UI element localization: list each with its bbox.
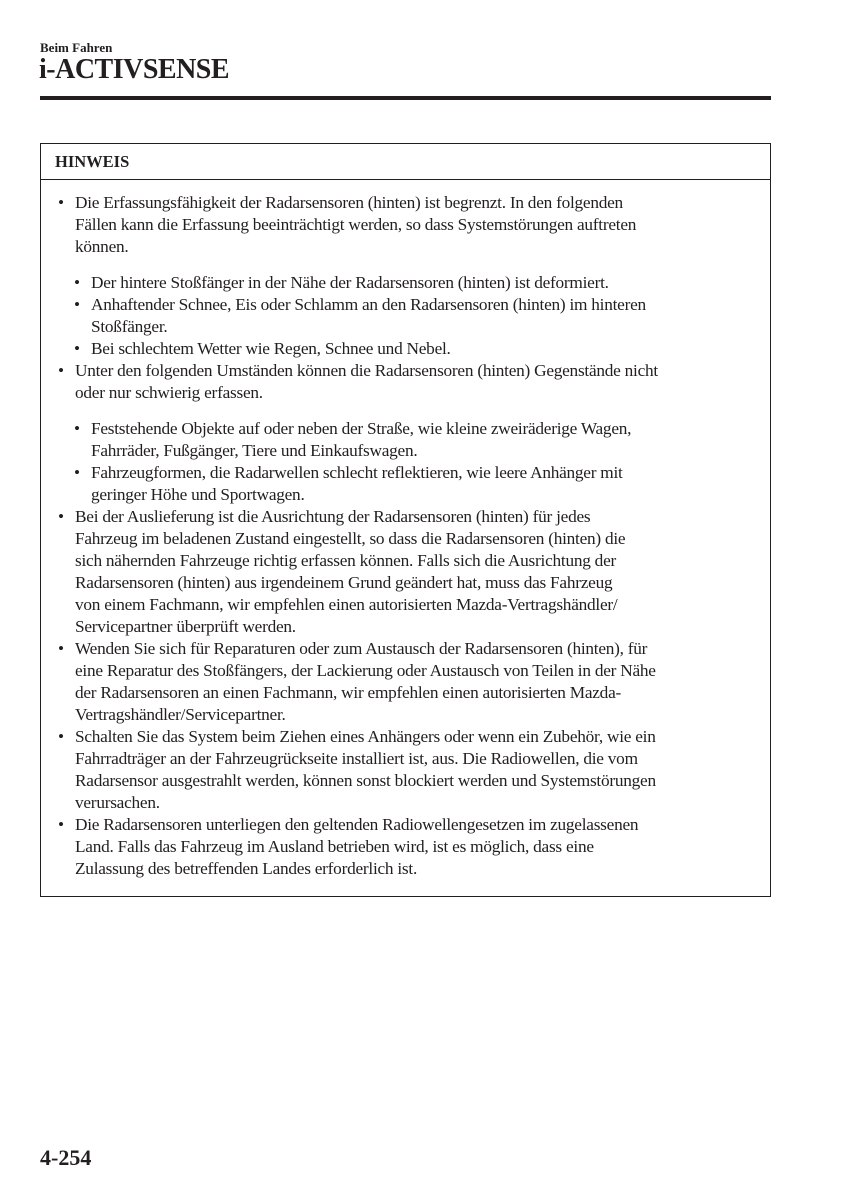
bullet-icon: • xyxy=(58,815,64,834)
sub-list-item xyxy=(41,294,770,338)
text-line: Vertragshändler/Servicepartner. xyxy=(75,705,286,724)
bullet-icon: • xyxy=(58,727,64,746)
text-line: der Radarsensoren an einen Fachmann, wir empfehlen einen autorisierten Mazda- xyxy=(75,683,622,702)
text-line: können. xyxy=(75,237,129,256)
text-line: Der hintere Stoßfänger in der Nähe der Radarsensoren (hinten) ist deformiert. xyxy=(91,273,609,292)
text-line: Bei der Auslieferung ist die Ausrichtung der Radarsensoren (hinten) für jedes xyxy=(75,507,591,526)
text-line: Land. Falls das Fahrzeug im Ausland betrieben wird, ist es möglich, dass eine xyxy=(75,837,594,856)
page-title: i-ACTIVSENSE xyxy=(39,54,230,85)
text-line: Fällen kann die Erfassung beeinträchtigt werden, so dass Systemstörungen auftreten xyxy=(75,215,637,234)
bullet-icon: • xyxy=(74,273,80,292)
text-line: Die Erfassungsfähigkeit der Radarsensoren (hinten) ist begrenzt. In den folgenden xyxy=(75,193,623,212)
text-line: Radarsensoren (hinten) aus irgendeinem Grund geändert hat, muss das Fahrzeug xyxy=(75,573,613,592)
text-line: Stoßfänger. xyxy=(91,317,168,336)
text-line: von einem Fachmann, wir empfehlen einen autorisierten Mazda-Vertragshändler/ xyxy=(75,595,618,614)
sub-list xyxy=(41,418,770,506)
sub-list-item xyxy=(41,462,770,506)
sub-list-item xyxy=(41,272,770,294)
page-number: 4-254 xyxy=(40,1145,92,1170)
note-body xyxy=(41,180,770,880)
text-line: Fahrzeug im beladenen Zustand eingestellt, so dass die Radarsensoren (hinten) die xyxy=(75,529,626,548)
list-item xyxy=(41,192,770,258)
text-line: Schalten Sie das System beim Ziehen eines Anhängers oder wenn ein Zubehör, wie ein xyxy=(75,727,656,746)
text-line: Wenden Sie sich für Reparaturen oder zum Austausch der Radarsensoren (hinten), für xyxy=(75,639,648,658)
text-line: Fahrradträger an der Fahrzeugrückseite installiert ist, aus. Die Radiowellen, die vom xyxy=(75,749,638,768)
bullet-icon: • xyxy=(58,193,64,212)
text-line: eine Reparatur des Stoßfängers, der Lackierung oder Austausch von Teilen in der Nähe xyxy=(75,661,656,680)
text-line: oder nur schwierig erfassen. xyxy=(75,383,263,402)
sub-list xyxy=(41,272,770,360)
text-line: Zulassung des betreffenden Landes erforderlich ist. xyxy=(75,859,418,878)
text-line: geringer Höhe und Sportwagen. xyxy=(91,485,305,504)
bullet-icon: • xyxy=(74,463,80,482)
list-item xyxy=(41,506,770,638)
bullet-icon: • xyxy=(58,507,64,526)
bullet-icon: • xyxy=(74,295,80,314)
text-line: Anhaftender Schnee, Eis oder Schlamm an den Radarsensoren (hinten) im hinteren xyxy=(91,295,646,314)
list-item xyxy=(41,814,770,880)
bullet-icon: • xyxy=(58,361,64,380)
text-line: sich nähernden Fahrzeuge richtig erfassen können. Falls sich die Ausrichtung der xyxy=(75,551,616,570)
bullet-icon: • xyxy=(74,339,80,358)
note-box xyxy=(40,143,771,897)
list-item xyxy=(41,638,770,726)
text-line: Bei schlechtem Wetter wie Regen, Schnee und Nebel. xyxy=(91,339,451,358)
title-divider xyxy=(40,96,771,100)
sub-list-item xyxy=(41,338,770,360)
text-line: Fahrräder, Fußgänger, Tiere und Einkaufswagen. xyxy=(91,441,418,460)
list-item xyxy=(41,360,770,404)
text-line: Servicepartner überprüft werden. xyxy=(75,617,296,636)
text-line: Feststehende Objekte auf oder neben der Straße, wie kleine zweiräderige Wagen, xyxy=(91,419,632,438)
text-line: Unter den folgenden Umständen können die Radarsensoren (hinten) Gegenstände nicht xyxy=(75,361,658,380)
text-line: Die Radarsensoren unterliegen den geltenden Radiowellengesetzen im zugelassenen xyxy=(75,815,639,834)
text-line: verursachen. xyxy=(75,793,160,812)
text-line: Fahrzeugformen, die Radarwellen schlecht reflektieren, wie leere Anhänger mit xyxy=(91,463,623,482)
text-line: Radarsensor ausgestrahlt werden, können sonst blockiert werden und Systemstörungen xyxy=(75,771,656,790)
section-label: Beim Fahren xyxy=(40,40,113,55)
bullet-icon: • xyxy=(58,639,64,658)
note-heading: HINWEIS xyxy=(41,144,770,180)
list-item xyxy=(41,726,770,814)
sub-list-item xyxy=(41,418,770,462)
bullet-icon: • xyxy=(74,419,80,438)
